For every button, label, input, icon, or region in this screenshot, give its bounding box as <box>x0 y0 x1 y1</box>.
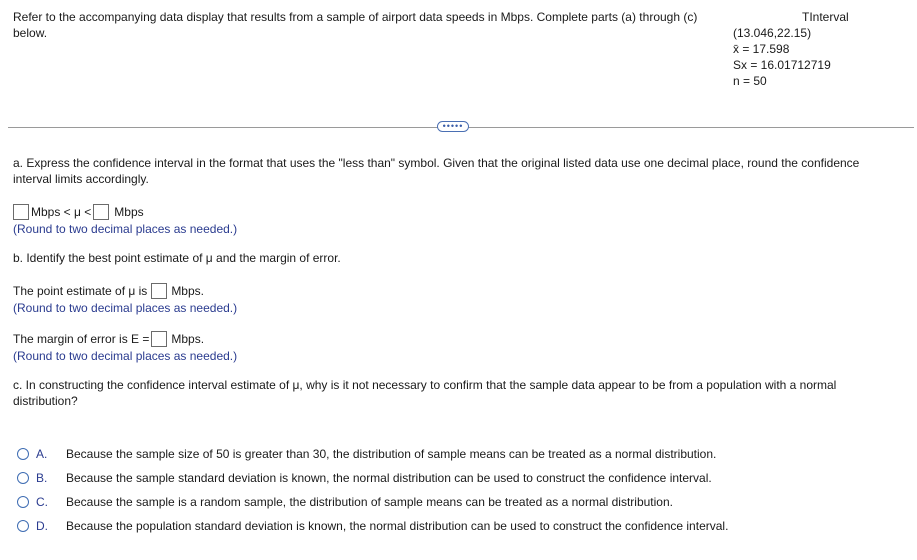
point-estimate-row <box>13 283 893 299</box>
question-body <box>13 155 893 409</box>
margin-of-error-row <box>13 331 893 347</box>
margin-of-error-hint: (Round to two decimal places as needed.) <box>13 349 238 363</box>
choice-d-letter: D. <box>36 519 48 533</box>
point-estimate-input[interactable] <box>151 283 167 299</box>
part-a-answer-row <box>13 204 893 220</box>
part-a-end-text: Mbps <box>114 205 144 219</box>
part-a-middle-text: Mbps < μ < <box>31 205 92 219</box>
part-a-hint: (Round to two decimal places as needed.) <box>13 222 238 236</box>
choice-d[interactable] <box>17 514 728 538</box>
margin-of-error-input[interactable] <box>151 331 167 347</box>
question-intro: Refer to the accompanying data display that results from a sample of airport data speeds in Mbps. Complete parts (a) through (c) below. <box>13 10 698 40</box>
tinterval-mean: x̄ = 17.598 <box>733 42 790 56</box>
choice-c-radio[interactable] <box>17 496 29 508</box>
upper-limit-input[interactable] <box>93 204 109 220</box>
choice-b-radio[interactable] <box>17 472 29 484</box>
choice-b[interactable] <box>17 466 728 490</box>
choice-a-letter: A. <box>36 447 48 461</box>
point-estimate-label: The point estimate of μ is <box>13 284 148 298</box>
choice-b-letter: B. <box>36 471 48 485</box>
tinterval-interval: (13.046,22.15) <box>733 26 812 40</box>
tinterval-sd: Sx = 16.01712719 <box>733 58 831 72</box>
part-a-prompt: a. Express the confidence interval in the format that uses the "less than" symbol. Given that the original listed data use one decimal place, round the confidence interval limits accordingly. <box>13 156 860 186</box>
lower-limit-input[interactable] <box>13 204 29 220</box>
choice-c[interactable] <box>17 490 728 514</box>
choice-c-letter: C. <box>36 495 48 509</box>
tinterval-n: n = 50 <box>733 74 767 88</box>
answer-choices <box>17 442 728 538</box>
part-b-prompt: b. Identify the best point estimate of μ and the margin of error. <box>13 251 341 265</box>
point-estimate-unit: Mbps. <box>171 284 204 298</box>
choice-a-text: Because the sample size of 50 is greater than 30, the distribution of sample means can be treated as a normal distribution. <box>66 447 717 461</box>
choice-a-radio[interactable] <box>17 448 29 460</box>
margin-of-error-label: The margin of error is E = <box>13 332 150 346</box>
tinterval-display <box>733 9 849 89</box>
expand-button[interactable]: ••••• <box>437 121 469 132</box>
choice-d-text: Because the population standard deviation is known, the normal distribution can be used to construct the confidence interval. <box>66 519 729 533</box>
choice-d-radio[interactable] <box>17 520 29 532</box>
choice-a[interactable] <box>17 442 728 466</box>
tinterval-title: TInterval <box>802 10 849 24</box>
choice-b-text: Because the sample standard deviation is known, the normal distribution can be used to construct the confidence interval. <box>66 471 712 485</box>
part-c-prompt: c. In constructing the confidence interval estimate of μ, why is it not necessary to confirm that the sample data appear to be from a population with a normal distribution? <box>13 378 837 408</box>
point-estimate-hint: (Round to two decimal places as needed.) <box>13 301 238 315</box>
choice-c-text: Because the sample is a random sample, the distribution of sample means can be treated as a normal distribution. <box>66 495 673 509</box>
margin-of-error-unit: Mbps. <box>171 332 205 346</box>
